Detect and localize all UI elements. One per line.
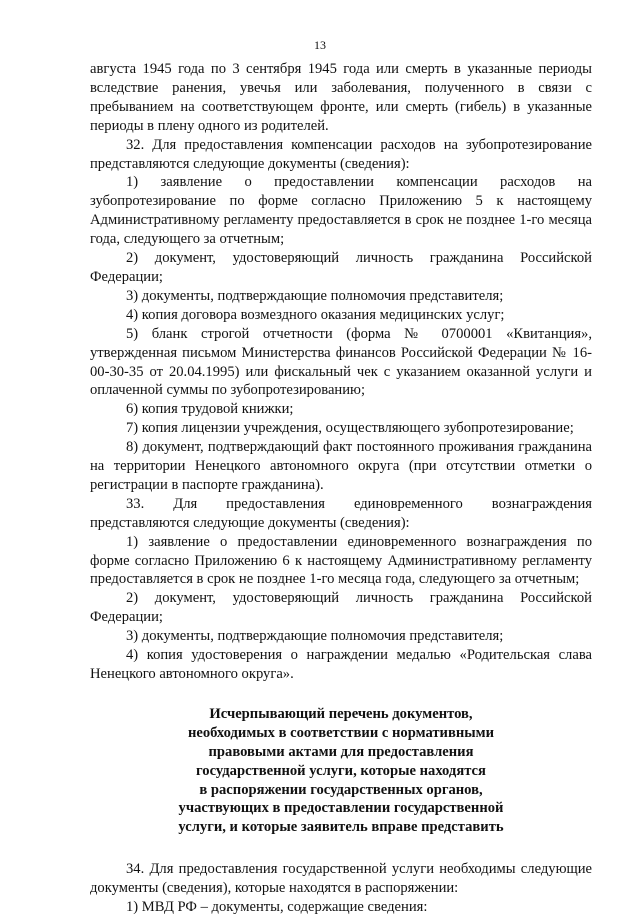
- list-item: 7) копия лицензии учреждения, осуществляющего зубопротезирование;: [126, 420, 574, 437]
- list-item: 6) копия трудовой книжки;: [126, 401, 294, 418]
- document-body: [90, 60, 592, 917]
- list-item: 5) бланк строгой отчетности (форма № 0700001 «Квитанция», утвержденная письмом Министерства финансов Российской Федерации № 16-00-30-35 от 20.04.1995) или фискальный чек с указанием оказанной услуги и оплаченной суммы по зубопротезированию;: [90, 325, 592, 399]
- list-item: 3) документы, подтверждающие полномочия представителя;: [126, 287, 504, 304]
- list-item: 8) документ, подтверждающий факт постоянного проживания гражданина на территории Ненецкого автономного округа (при отсутствии отметки о регистрации в паспорте гражданина).: [90, 439, 592, 493]
- list-item: 4) копия договора возмездного оказания медицинских услуг;: [126, 306, 505, 323]
- heading-line: Исчерпывающий перечень документов,: [209, 705, 473, 722]
- paragraph: 34. Для предоставления государственной услуги необходимы следующие документы (сведения), которые находятся в распоряжении:: [90, 861, 592, 897]
- heading-line: участвующих в предоставлении государственной: [178, 800, 504, 817]
- paragraph: 32. Для предоставления компенсации расходов на зубопротезирование представляются следующие документы (сведения):: [90, 136, 592, 172]
- list-item: 3) документы, подтверждающие полномочия представителя;: [126, 628, 504, 645]
- list-item: 1) МВД РФ – документы, содержащие сведения:: [126, 899, 428, 916]
- list-item: 4) копия удостоверения о награждении медалью «Родительская слава Ненецкого автономного округа».: [90, 647, 592, 682]
- paragraph: 33. Для предоставления единовременного вознаграждения представляются следующие документы (сведения):: [90, 495, 592, 531]
- heading-line: правовыми актами для предоставления: [208, 743, 474, 760]
- list-item: 2) документ, удостоверяющий личность гражданина Российской Федерации;: [90, 250, 592, 285]
- heading-line: услуги, и которые заявитель вправе представить: [178, 819, 504, 836]
- list-item: 1) заявление о предоставлении единовременного вознаграждения по форме согласно Приложению 6 к настоящему Административному регламенту предоставляется в срок не позднее 1-го месяца года, следующего за отчетным;: [90, 533, 592, 588]
- section-heading: [90, 705, 592, 837]
- heading-line: в распоряжении государственных органов,: [199, 781, 483, 798]
- list-item: 1) заявление о предоставлении компенсации расходов на зубопротезирование по форме согласно Приложению 5 к настоящему Административному регламенту предоставляется в срок не позднее 1-го месяца года, следующего за отчетным;: [90, 174, 592, 248]
- heading-line: необходимых в соответствии с нормативными: [188, 724, 494, 741]
- page-number: 13: [314, 38, 326, 52]
- list-item: 2) документ, удостоверяющий личность гражданина Российской Федерации;: [90, 590, 592, 626]
- heading-line: государственной услуги, которые находятся: [196, 762, 486, 779]
- paragraph: августа 1945 года по 3 сентября 1945 года или смерть в указанные периоды вследствие ранения, увечья или заболевания, полученного в связи с пребыванием на соответствующем фронте, или смерть (гибель) в указанные периоды в плену одного из родителей.: [90, 61, 592, 134]
